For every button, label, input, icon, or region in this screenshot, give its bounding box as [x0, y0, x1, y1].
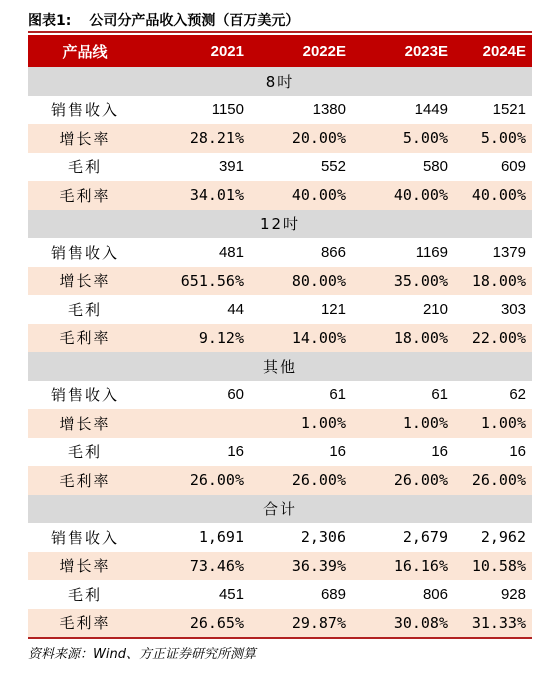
row-label: 毛利 — [67, 585, 102, 604]
row-label: 销售收入 — [50, 386, 119, 405]
table-row-total-sales-revenue — [28, 523, 532, 552]
section-label: 合计 — [28, 495, 532, 524]
cell-value: 391 — [218, 158, 244, 176]
cell-value: 29.87% — [250, 609, 352, 638]
row-label: 毛利 — [67, 300, 102, 319]
table-body — [28, 67, 532, 637]
cell-value: 2,962 — [480, 528, 526, 547]
table-row-other-gross-margin — [28, 466, 532, 495]
revenue-forecast-table — [28, 35, 532, 637]
cell-value: 18.00% — [454, 267, 532, 296]
section-row-8-inch — [28, 67, 532, 96]
row-label: 销售收入 — [50, 528, 119, 547]
row-label: 毛利 — [67, 158, 102, 177]
cell-value: 928 — [500, 585, 526, 603]
row-label: 毛利 — [67, 443, 102, 462]
cell-value: 552 — [320, 158, 346, 176]
table-row-12-inch-sales-revenue — [28, 238, 532, 267]
table-row-other-growth-rate — [28, 409, 532, 438]
cell-value: 16 — [509, 443, 526, 461]
cell-value: 481 — [218, 243, 244, 261]
cell-value: 16.16% — [352, 552, 454, 581]
cell-value: 20.00% — [250, 124, 352, 153]
header-2022e: 2022E — [250, 35, 352, 67]
cell-value: 61 — [329, 386, 346, 404]
cell-value: 1379 — [492, 243, 526, 261]
cell-value: 303 — [500, 300, 526, 318]
cell-value — [142, 409, 250, 438]
cell-value: 44 — [227, 300, 244, 318]
cell-value: 40.00% — [454, 181, 532, 210]
cell-value: 73.46% — [142, 552, 250, 581]
row-label: 毛利率 — [28, 181, 142, 210]
cell-value: 451 — [218, 585, 244, 603]
cell-value: 580 — [422, 158, 448, 176]
header-product-line: 产品线 — [28, 35, 142, 67]
cell-value: 651.56% — [142, 267, 250, 296]
cell-value: 16 — [431, 443, 448, 461]
cell-value: 26.00% — [250, 466, 352, 495]
bottom-rule — [28, 637, 532, 639]
source-note: 资料来源：Wind、方正证券研究所测算 — [28, 647, 256, 662]
row-label: 增长率 — [28, 552, 142, 581]
cell-value: 5.00% — [352, 124, 454, 153]
cell-value: 806 — [422, 585, 448, 603]
header-2023e: 2023E — [352, 35, 454, 67]
cell-value: 26.00% — [352, 466, 454, 495]
cell-value: 28.21% — [142, 124, 250, 153]
cell-value: 40.00% — [352, 181, 454, 210]
figure-label: 图表1: — [28, 13, 72, 29]
table-row-8-inch-gross-profit — [28, 153, 532, 182]
cell-value: 866 — [320, 243, 346, 261]
cell-value: 9.12% — [142, 324, 250, 353]
row-label: 毛利率 — [28, 609, 142, 638]
cell-value: 26.00% — [142, 466, 250, 495]
figure-title-text: 公司分产品收入预测（百万美元） — [89, 13, 300, 29]
row-label: 增长率 — [28, 267, 142, 296]
cell-value: 80.00% — [250, 267, 352, 296]
cell-value: 18.00% — [352, 324, 454, 353]
cell-value: 26.65% — [142, 609, 250, 638]
row-label: 毛利率 — [28, 466, 142, 495]
section-label: 12吋 — [28, 210, 532, 239]
cell-value: 1.00% — [250, 409, 352, 438]
cell-value: 1521 — [492, 101, 526, 119]
table-row-8-inch-growth-rate — [28, 124, 532, 153]
cell-value: 60 — [227, 386, 244, 404]
cell-value: 1.00% — [352, 409, 454, 438]
cell-value: 10.58% — [454, 552, 532, 581]
cell-value: 121 — [320, 300, 346, 318]
section-row-other — [28, 352, 532, 381]
section-row-total — [28, 495, 532, 524]
cell-value: 689 — [320, 585, 346, 603]
cell-value: 34.01% — [142, 181, 250, 210]
table-row-12-inch-gross-margin — [28, 324, 532, 353]
header-2024e: 2024E — [454, 35, 532, 67]
cell-value: 1449 — [414, 101, 448, 119]
cell-value: 5.00% — [454, 124, 532, 153]
cell-value: 2,679 — [402, 528, 448, 547]
cell-value: 61 — [431, 386, 448, 404]
row-label: 增长率 — [28, 124, 142, 153]
row-label: 增长率 — [28, 409, 142, 438]
table-row-8-inch-sales-revenue — [28, 96, 532, 125]
row-label: 毛利率 — [28, 324, 142, 353]
cell-value: 35.00% — [352, 267, 454, 296]
cell-value: 1150 — [211, 101, 244, 119]
section-label: 8吋 — [28, 67, 532, 96]
table-row-total-gross-profit — [28, 580, 532, 609]
cell-value: 62 — [509, 386, 526, 404]
cell-value: 1,691 — [198, 528, 244, 547]
table-row-12-inch-growth-rate — [28, 267, 532, 296]
cell-value: 30.08% — [352, 609, 454, 638]
table-row-8-inch-gross-margin — [28, 181, 532, 210]
cell-value: 36.39% — [250, 552, 352, 581]
cell-value: 1.00% — [454, 409, 532, 438]
table-row-other-sales-revenue — [28, 381, 532, 410]
cell-value: 609 — [500, 158, 526, 176]
cell-value: 31.33% — [454, 609, 532, 638]
table-row-12-inch-gross-profit — [28, 295, 532, 324]
row-label: 销售收入 — [50, 101, 119, 120]
cell-value: 2,306 — [300, 528, 346, 547]
table-header-row — [28, 35, 532, 67]
figure-title — [28, 9, 532, 33]
table-row-total-growth-rate — [28, 552, 532, 581]
header-2021: 2021 — [142, 35, 250, 67]
cell-value: 40.00% — [250, 181, 352, 210]
cell-value: 1169 — [415, 243, 448, 261]
cell-value: 16 — [227, 443, 244, 461]
cell-value: 14.00% — [250, 324, 352, 353]
cell-value: 26.00% — [454, 466, 532, 495]
cell-value: 22.00% — [454, 324, 532, 353]
row-label: 销售收入 — [50, 243, 119, 262]
cell-value: 210 — [422, 300, 448, 318]
section-label: 其他 — [28, 352, 532, 381]
cell-value: 16 — [329, 443, 346, 461]
cell-value: 1380 — [312, 101, 346, 119]
table-row-total-gross-margin — [28, 609, 532, 638]
section-row-12-inch — [28, 210, 532, 239]
table-row-other-gross-profit — [28, 438, 532, 467]
